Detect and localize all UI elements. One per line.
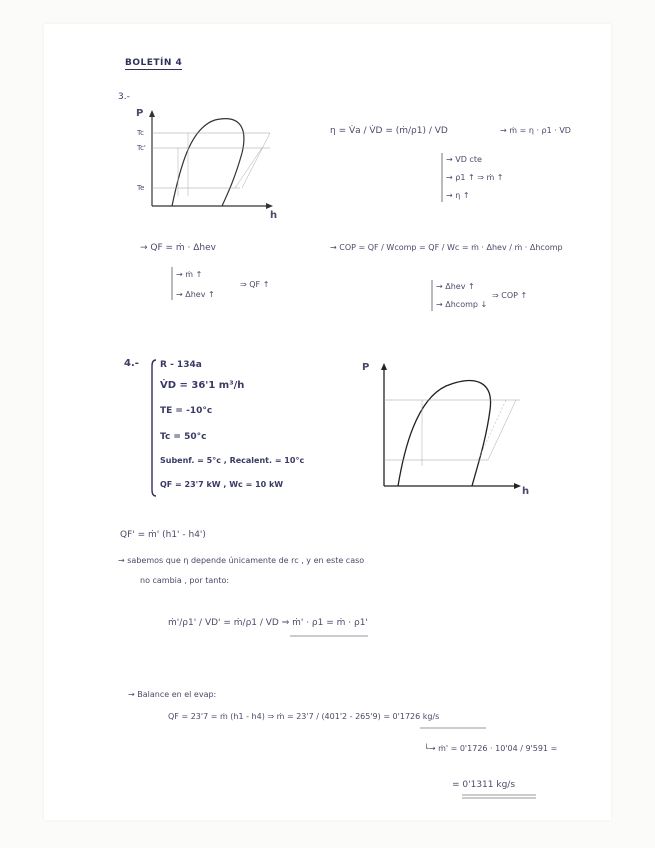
text-sabemos: → sabemos que η depende únicamente de rc , y en este caso [118, 556, 365, 565]
p-label-te: Te [137, 184, 145, 192]
eq-eta: η = V̇a / V̇D = (ṁ/ρ1) / VD [330, 126, 448, 136]
p-axis-label-4: P [362, 362, 370, 373]
eq-qf-prime: QF' = ṁ' (h1' - h4') [120, 530, 206, 540]
data-qf-wc: QF = 23'7 kW , Wc = 10 kW [160, 480, 284, 489]
list1-item-2: → ρ1 ↑ ⇒ ṁ ↑ [446, 173, 504, 182]
list1-item-1: → VD cte [446, 155, 482, 164]
p-axis-label-3: P [136, 108, 144, 119]
list1-brace [440, 152, 446, 204]
eq-mdot-prime-result: = 0'1311 kg/s [452, 780, 516, 790]
list3-brace [430, 279, 436, 313]
data-te: TE = -10°c [160, 406, 213, 416]
list1-item-3: → η ↑ [446, 191, 470, 200]
result-underline [462, 794, 538, 800]
eq-mdot-balance: QF = 23'7 = ṁ (h1 - h4) ⇒ ṁ = 23'7 / (401'2 - 265'9) = 0'1726 kg/s [168, 712, 440, 721]
exercise-4-number: 4.- [124, 358, 139, 369]
eq-qf: → QF = ṁ · Δhev [140, 243, 216, 253]
list3-item-2: → Δhcomp ↓ [436, 300, 488, 309]
exercise-3-number: 3.- [118, 92, 130, 102]
h-axis-label-3: h [270, 210, 278, 221]
list3-result: ⇒ COP ↑ [492, 291, 528, 300]
data-refrigerant: R - 134a [160, 360, 202, 370]
eq-mdot: → ṁ = η · ρ1 · VD [500, 126, 571, 135]
data-vd: V̇D = 36'1 m³/h [160, 380, 245, 391]
ph-diagram-3 [130, 108, 290, 228]
ph-diagram-4 [370, 360, 530, 500]
p-label-tc-prime: Tc' [137, 144, 146, 152]
ex4-data-brace [150, 358, 158, 498]
list3-item-1: → Δhev ↑ [436, 282, 475, 291]
eq-ratio-underline [290, 634, 370, 638]
p-label-tc: Tc [137, 129, 144, 137]
list2-brace [170, 266, 176, 302]
eq-mdot-underline [420, 726, 490, 730]
list2-item-1: → ṁ ↑ [176, 270, 203, 279]
eq-mdot-prime: └→ ṁ' = 0'1726 · 10'04 / 9'591 = [424, 744, 558, 753]
data-tc: Tc = 50°c [160, 432, 207, 442]
h-axis-label-4: h [522, 486, 530, 497]
list2-result: ⇒ QF ↑ [240, 280, 270, 289]
eq-cop: → COP = QF / Wcomp = QF / Wc = ṁ · Δhev / ṁ · Δhcomp [330, 243, 563, 252]
data-subenf-recalent: Subenf. = 5°c , Recalent. = 10°c [160, 456, 305, 465]
text-balance: → Balance en el evap: [128, 690, 217, 699]
text-no-cambia: no cambia , por tanto: [140, 576, 230, 585]
eq-ratio: ṁ'/ρ1' / VD' = ṁ/ρ1 / VD ⇒ ṁ' · ρ1 = ṁ · ρ1' [168, 618, 368, 628]
page-title: BOLETÍN 4 [125, 58, 183, 68]
list2-item-2: → Δhev ↑ [176, 290, 215, 299]
